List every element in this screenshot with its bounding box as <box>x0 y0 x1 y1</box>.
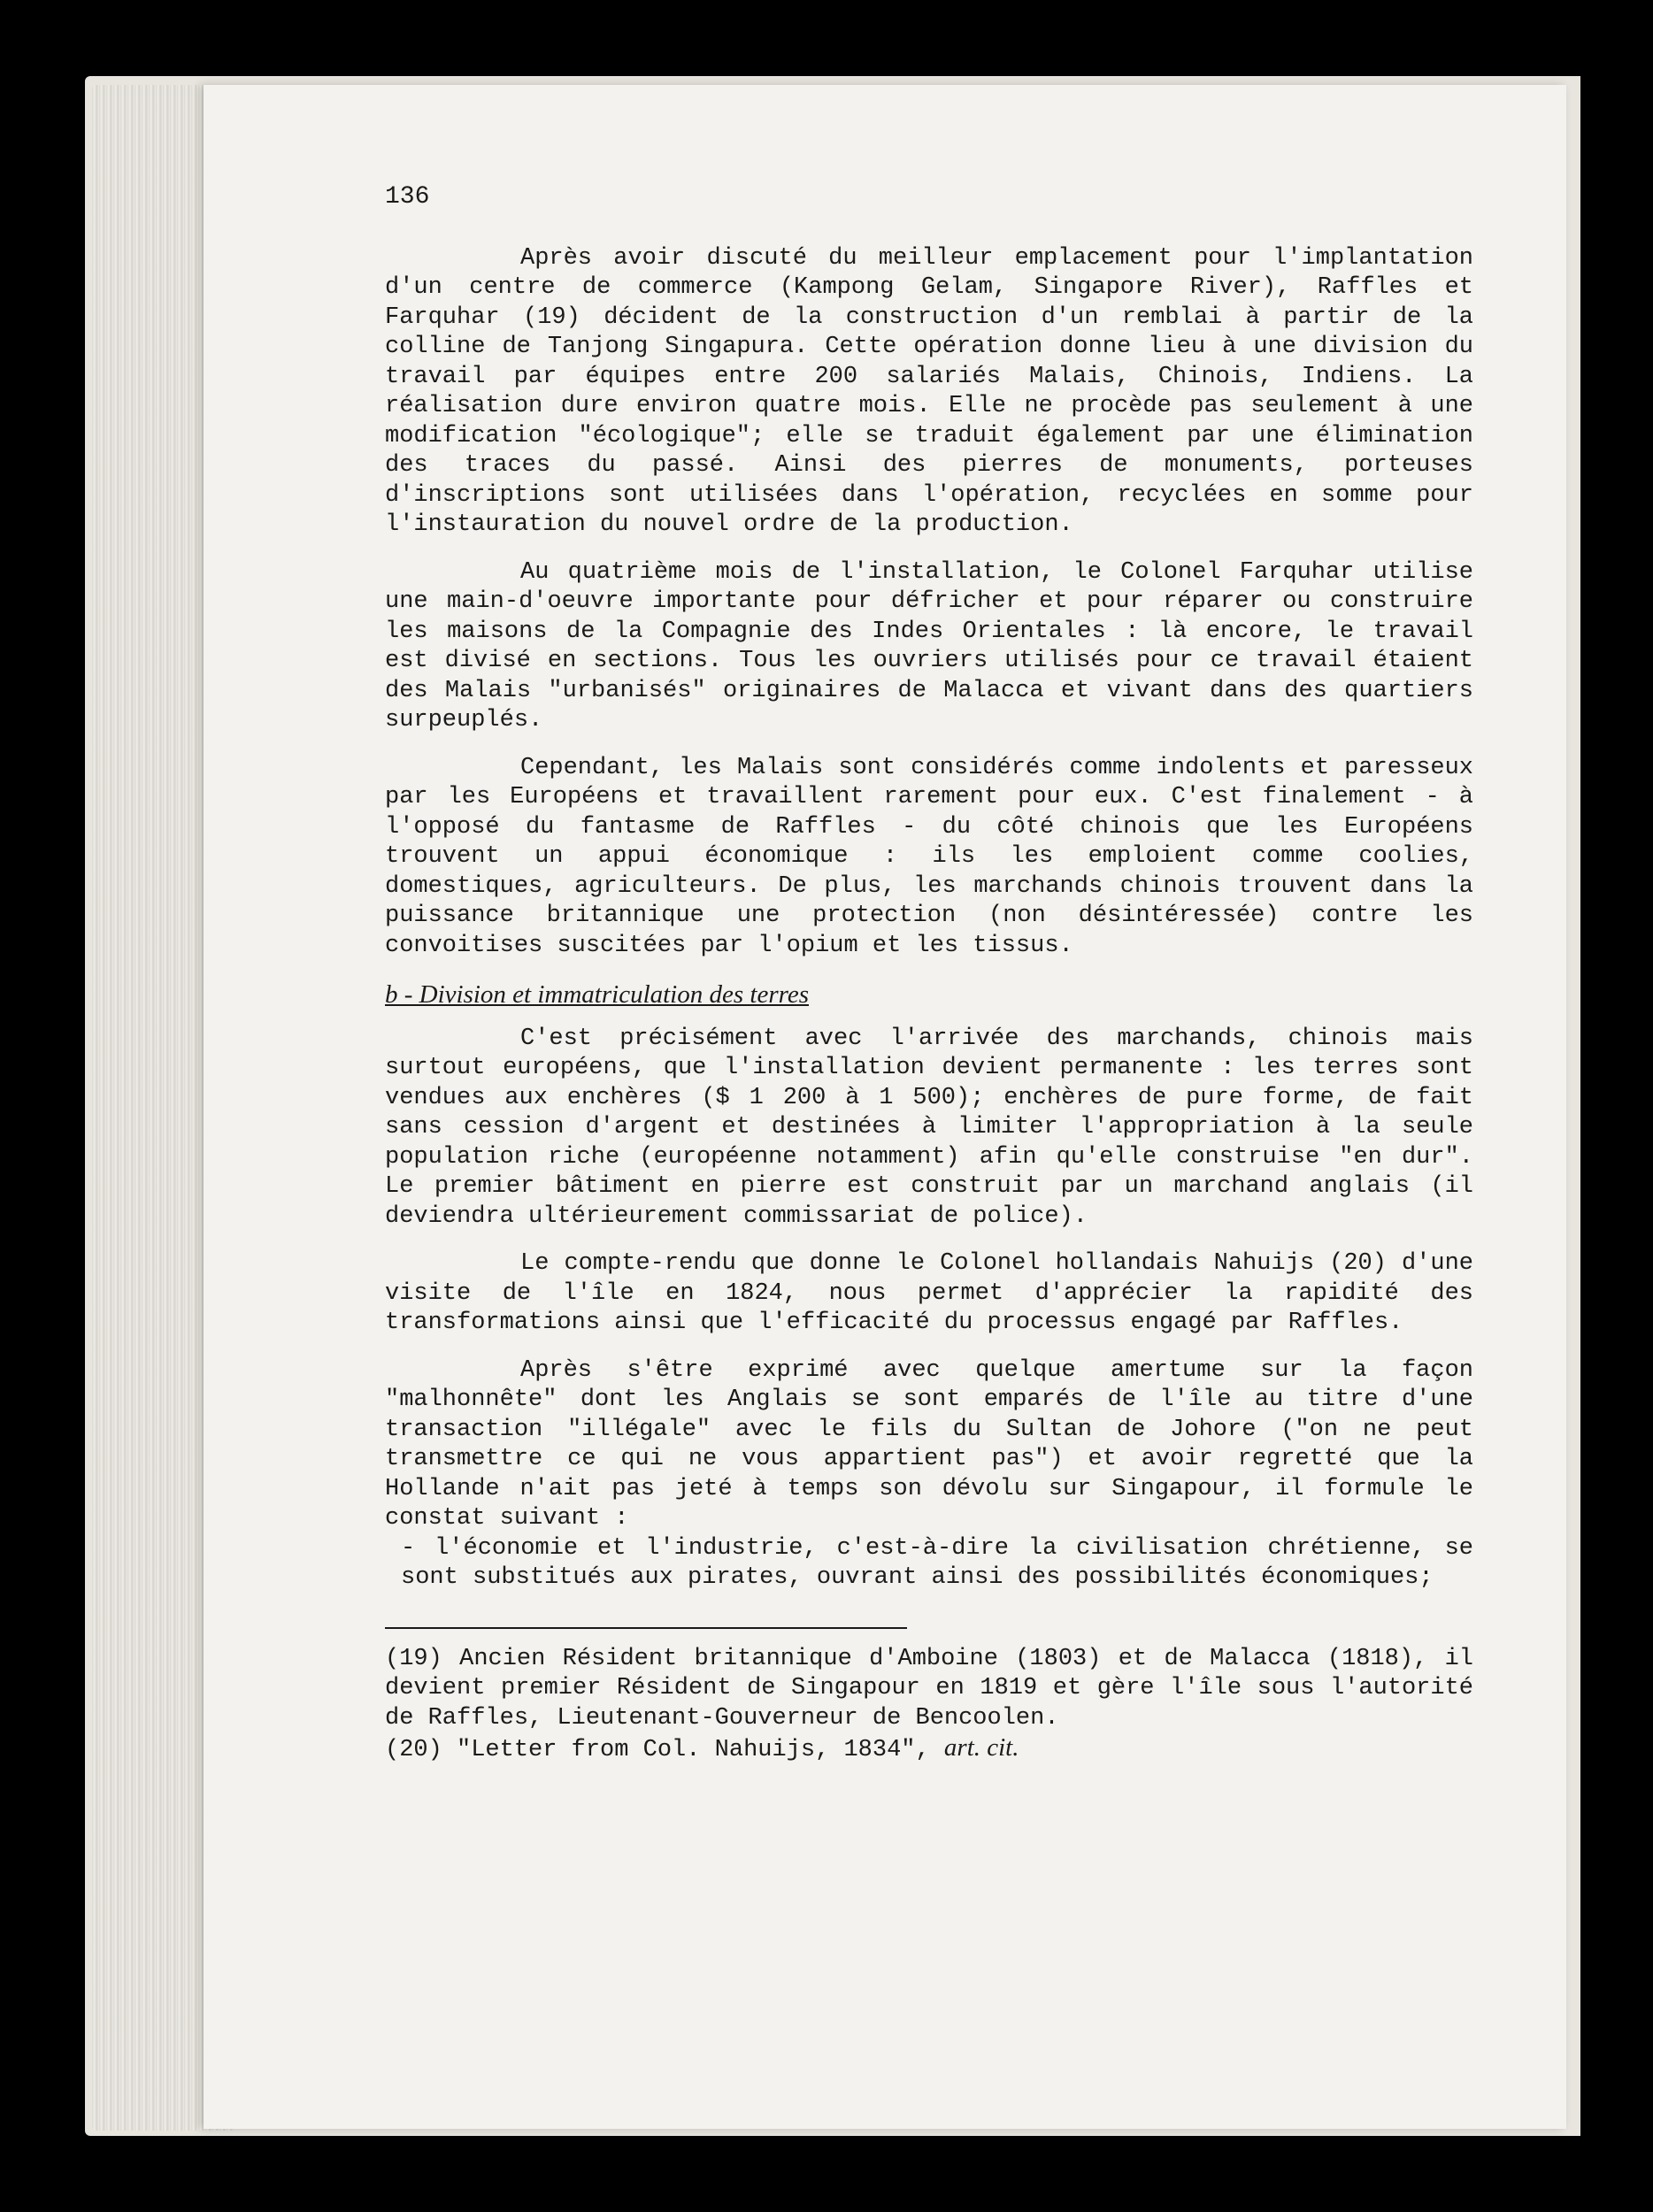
paragraph-1: Après avoir discuté du meilleur emplacement pour l'implantation d'un centre de commerce (Kampong Gelam, Singapore River), Raffles et Farquhar (19) décident de la construction d'un remblai à partir de la colline de Tanjong Singapura. Cette opération donne lieu à une division du travail par équipes entre 200 salariés Malais, Chinois, Indiens. La réalisation dure environ quatre mois. Elle ne procède pas seulement à une modification "écologique"; elle se traduit également par une élimination des traces du passé. Ainsi des pierres de monuments, porteuses d'inscriptions sont utilisées dans l'opération, recyclées en somme pour l'instauration du nouvel ordre de la production. <box>385 244 1473 538</box>
paragraph-3: Cependant, les Malais sont considérés comme indolents et paresseux par les Européens et travaillent rarement pour eux. C'est finalement - à l'opposé du fantasme de Raffles - du côté chinois que les Européens trouvent un appui économique : ils les emploient comme coolies, domestiques, agriculteurs. De plus, les marchands chinois trouvent dans la puissance britannique une protection (non désintéressée) contre les convoitises suscitées par l'opium et les tissus. <box>385 754 1473 959</box>
paragraph-4: C'est précisément avec l'arrivée des marchands, chinois mais surtout européens, que l'installation devient permanente : les terres sont vendues aux enchères ($ 1 200 à 1 500); enchères de pure forme, de fait sans cession d'argent et destinées à limiter l'appropriation à la seule population riche (européenne notamment) afin qu'elle construise "en dur". Le premier bâtiment en pierre est construit par un marchand anglais (il deviendra ultérieurement commissariat de police). <box>385 1025 1473 1230</box>
page-content <box>385 182 1473 1766</box>
footnote-19: (19) Ancien Résident britannique d'Amboine (1803) et de Malacca (1818), il devient premier Résident de Singapour en 1819 et gère l'île sous l'autorité de Raffles, Lieutenant-Gouverneur de Bencoolen. <box>385 1645 1473 1732</box>
footnote-20 <box>385 1733 1473 1766</box>
footnote-20-reference: art. cit. <box>943 1733 1019 1762</box>
page-number: 136 <box>385 183 430 211</box>
book-page <box>204 85 1566 2129</box>
section-heading-text: b - Division et immatriculation des terres <box>385 980 809 1009</box>
paragraph-2: Au quatrième mois de l'installation, le Colonel Farquhar utilise une main-d'oeuvre importante pour défricher et pour réparer ou construire les maisons de la Compagnie des Indes Orientales : là encore, le travail est divisé en sections. Tous les ouvriers utilisés pour ce travail étaient des Malais "urbanisés" originaires de Malacca et vivant dans des quartiers surpeuplés. <box>385 558 1473 733</box>
paragraph-5: Le compte-rendu que donne le Colonel hollandais Nahuijs (20) d'une visite de l'île en 1824, nous permet d'apprécier la rapidité des transformations ainsi que l'efficacité du processus engagé par Raffles. <box>385 1250 1473 1336</box>
dash-list-item: - l'économie et l'industrie, c'est-à-dire la civilisation chrétienne, se sont substitués aux pirates, ouvrant ainsi des possibilités économiques; <box>401 1534 1473 1591</box>
footnote-20-text: (20) "Letter from Col. Nahuijs, 1834", <box>385 1737 944 1763</box>
footnote-divider <box>385 1627 907 1629</box>
paragraph-6: Après s'être exprimé avec quelque amertume sur la façon "malhonnête" dont les Anglais se sont emparés de l'île au titre d'une transaction "illégale" avec le fils du Sultan de Johore ("on ne peut transmettre ce qui ne vous appartient pas") et avoir regretté que la Hollande n'ait pas jeté à temps son dévolu sur Singapour, il formule le constat suivant : <box>385 1356 1473 1532</box>
section-heading <box>385 980 1473 1010</box>
